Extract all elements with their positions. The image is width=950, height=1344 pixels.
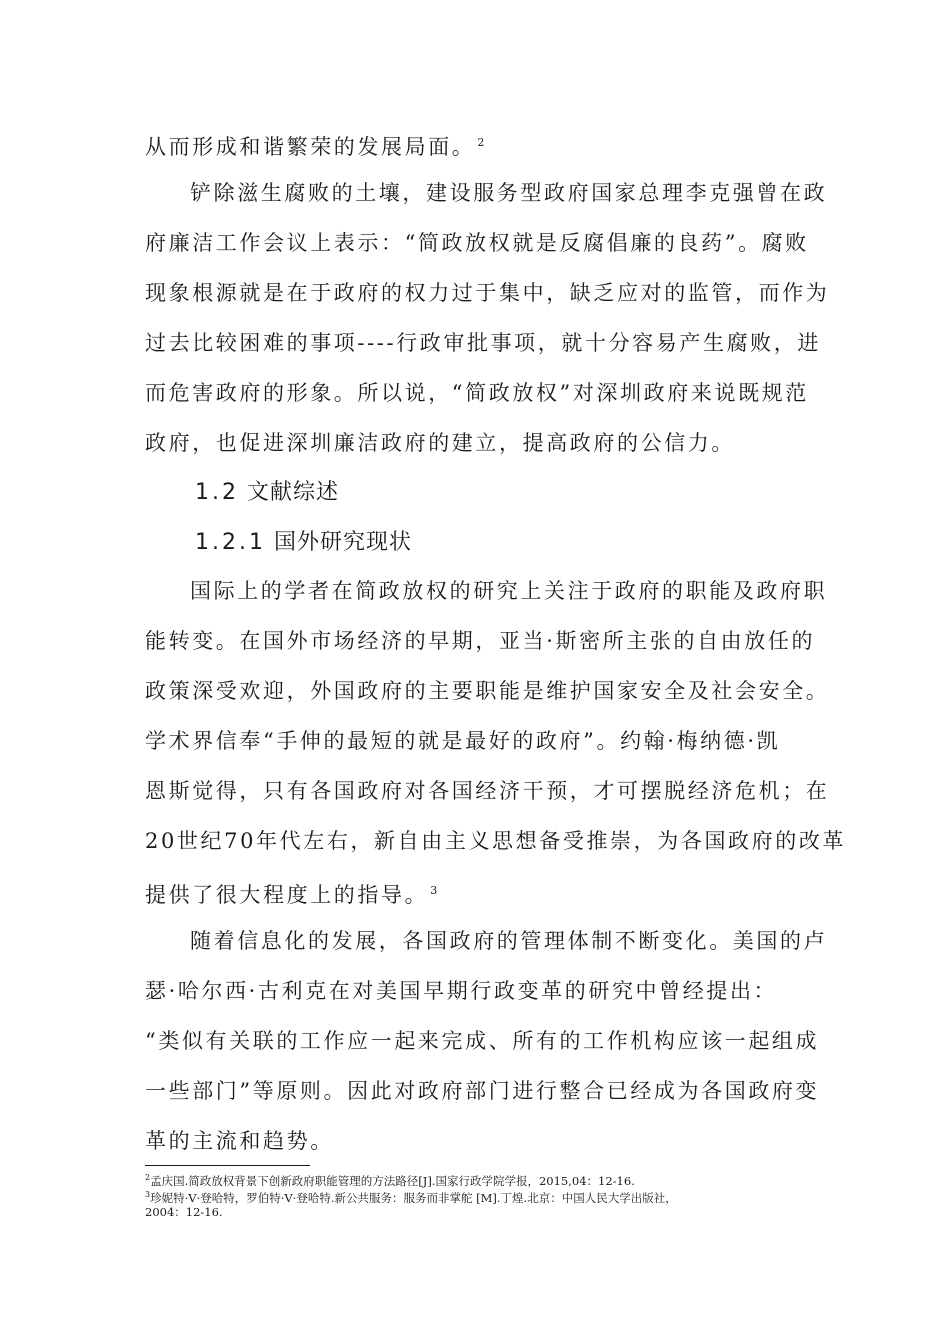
footnote-text: 珍妮特·V·登哈特，罗伯特·V·登哈特.新公共服务：服务而非掌舵 [M].丁煌.北京：中国人民大学出版社， (150, 1190, 677, 1205)
section-heading (195, 478, 339, 508)
footnote-ref[interactable]: 2 (477, 136, 485, 149)
paragraph-line: 提供了很大程度上的指导。 $^3$ (145, 883, 438, 907)
paragraph-line: 府廉洁工作会议上表示：“简政放权就是反腐倡廉的良药”。腐败 (145, 231, 809, 255)
paragraph-line: 政府，也促进深圳廉洁政府的建立，提高政府的公信力。 (145, 431, 735, 455)
paragraph-line: 铲除滋生腐败的土壤，建设服务型政府国家总理李克强曾在政 (190, 181, 828, 205)
subsection-number: 1.2.1 (195, 530, 266, 555)
paragraph-line: 能转变。在国外市场经济的早期，亚当·斯密所主张的自由放任的 (145, 629, 816, 653)
subsection-title: 国外研究现状 (273, 530, 412, 555)
section-number: 1.2 (195, 480, 239, 505)
paragraph-line: 政策深受欢迎，外国政府的主要职能是维护国家安全及社会安全。 (145, 679, 830, 703)
paragraph-line: 瑟·哈尔西·古利克在对美国早期行政变革的研究中曾经提出： (145, 979, 778, 1003)
footnote-ref[interactable]: 3 (430, 884, 438, 897)
paragraph-line: 一些部门”等原则。因此对政府部门进行整合已经成为各国政府变 (145, 1079, 820, 1103)
paragraph-line: 从而形成和谐繁荣的发展局面。 $^2$ (145, 135, 485, 159)
paragraph-line: 过去比较困难的事项----行政审批事项，就十分容易产生腐败，进 (145, 331, 821, 355)
paragraph-line: 20世纪70年代左右，新自由主义思想备受推崇，为各国政府的改革 (145, 829, 847, 853)
footnote-text: 孟庆国.简政放权背景下创新政府职能管理的方法路径[J].国家行政学院学报，2015,04：12-16. (150, 1173, 635, 1188)
paragraph-line: 随着信息化的发展，各国政府的管理体制不断变化。美国的卢 (190, 929, 828, 953)
paragraph-line: 现象根源就是在于政府的权力过于集中，缺乏应对的监管，而作为 (145, 281, 830, 305)
footnote (145, 1170, 805, 1189)
footnote-continuation: 2004：12-16. (145, 1205, 223, 1219)
paragraph-line: 国际上的学者在简政放权的研究上关注于政府的职能及政府职 (190, 579, 828, 603)
paragraph-line: 恩斯觉得，只有各国政府对各国经济干预，才可摆脱经济危机；在 (145, 779, 830, 803)
footnote-mark: 2 (145, 1173, 151, 1182)
paragraph-line: “类似有关联的工作应一起来完成、所有的工作机构应该一起组成 (145, 1029, 820, 1053)
footnote-separator (145, 1165, 310, 1166)
footnote-mark: 3 (145, 1190, 151, 1199)
paragraph-line: 革的主流和趋势。 (145, 1129, 334, 1153)
paragraph-line: 而危害政府的形象。所以说，“简政放权”对深圳政府来说既规范 (145, 381, 809, 405)
section-title: 文献综述 (247, 480, 340, 505)
paragraph-line: 学术界信奉“手伸的最短的就是最好的政府”。约翰·梅纳德·凯 (145, 729, 781, 753)
footnote (145, 1187, 805, 1206)
subsection-heading (195, 528, 412, 558)
